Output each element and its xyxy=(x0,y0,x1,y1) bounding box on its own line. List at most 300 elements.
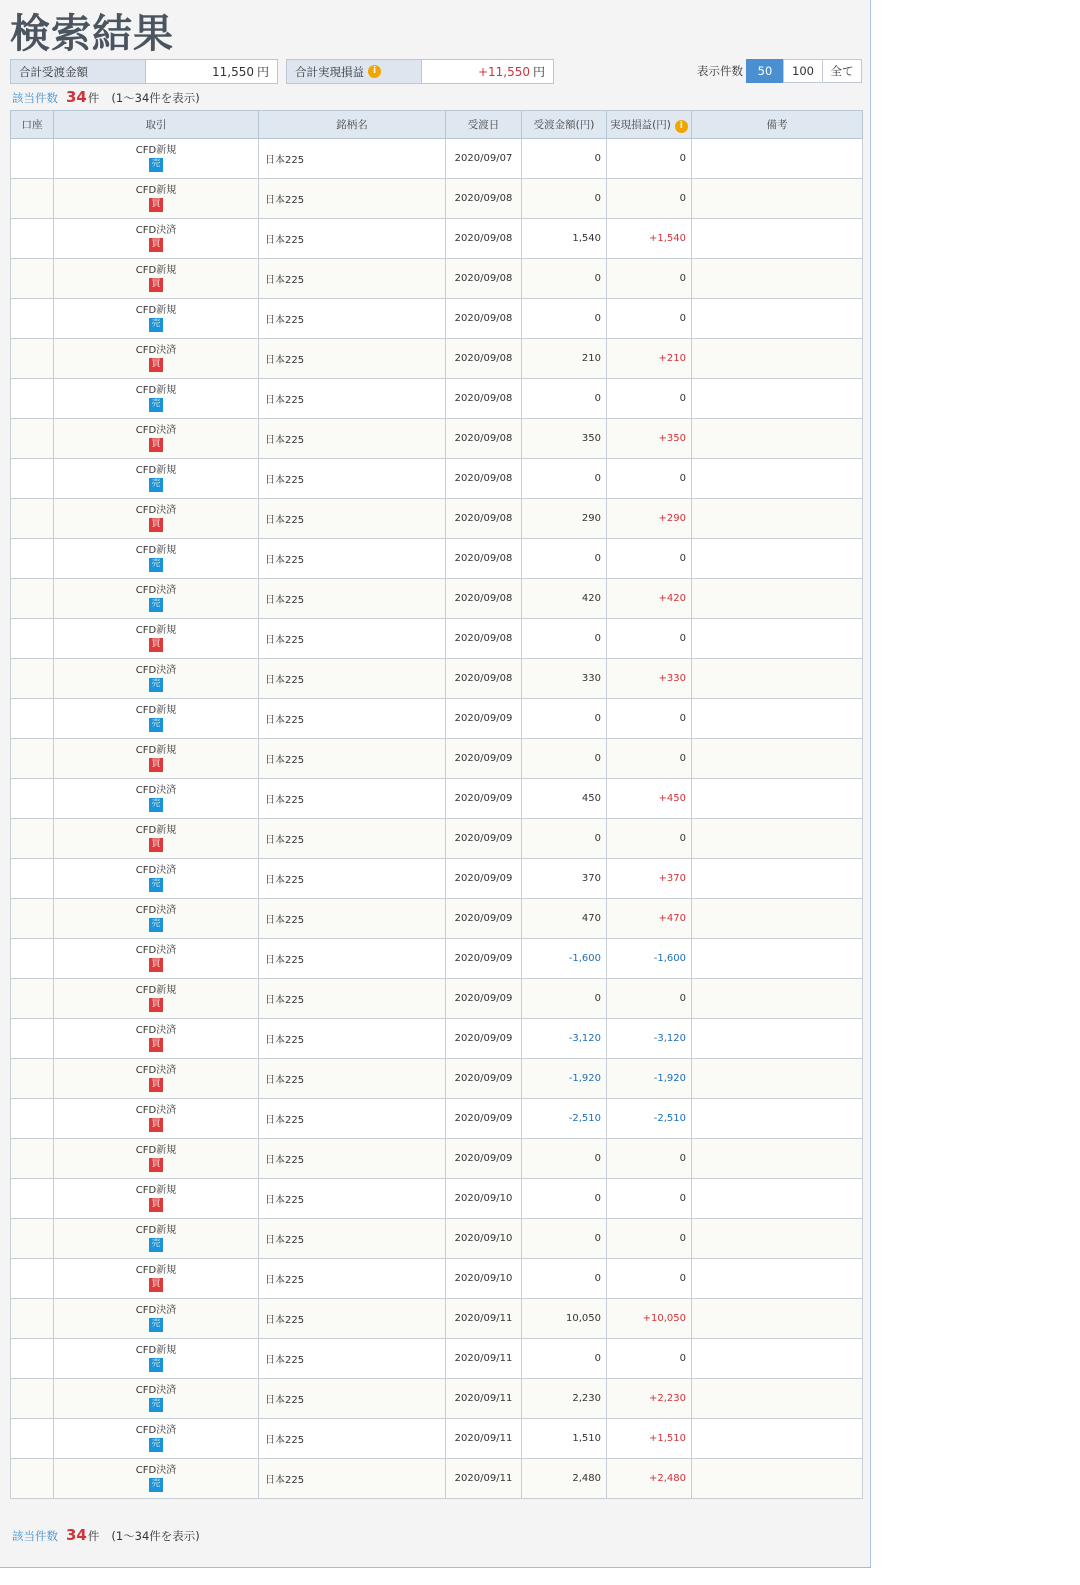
remarks-cell xyxy=(692,1099,863,1139)
info-icon[interactable]: i xyxy=(675,120,688,133)
table-row xyxy=(11,979,863,1019)
symbol-cell: 日本225 xyxy=(259,1459,446,1499)
side-badge: 買 xyxy=(149,958,163,972)
amount-cell: 0 xyxy=(522,1179,607,1219)
pnl-cell: -3,120 xyxy=(607,1019,692,1059)
table-row xyxy=(11,859,863,899)
account-cell xyxy=(11,179,54,219)
account-cell xyxy=(11,699,54,739)
table-row xyxy=(11,1339,863,1379)
account-cell xyxy=(11,459,54,499)
settlement-unit: 円 xyxy=(256,65,269,79)
date-cell: 2020/09/08 xyxy=(446,219,522,259)
amount-cell: -1,600 xyxy=(522,939,607,979)
remarks-cell xyxy=(692,939,863,979)
page-size-50-button[interactable]: 50 xyxy=(746,59,784,83)
date-cell: 2020/09/08 xyxy=(446,419,522,459)
side-badge: 売 xyxy=(149,558,163,572)
side-badge: 買 xyxy=(149,1038,163,1052)
side-badge: 買 xyxy=(149,998,163,1012)
pnl-cell: 0 xyxy=(607,1339,692,1379)
symbol-cell: 日本225 xyxy=(259,179,446,219)
symbol-cell: 日本225 xyxy=(259,859,446,899)
account-cell xyxy=(11,619,54,659)
remarks-cell xyxy=(692,1259,863,1299)
side-badge: 売 xyxy=(149,1358,163,1372)
account-cell xyxy=(11,899,54,939)
account-cell xyxy=(11,1339,54,1379)
settlement-label: 合計受渡金額 xyxy=(11,60,145,83)
side-badge: 買 xyxy=(149,1118,163,1132)
amount-cell: 470 xyxy=(522,899,607,939)
page-size-100-button[interactable]: 100 xyxy=(783,59,823,83)
pnl-cell: +2,230 xyxy=(607,1379,692,1419)
table-row xyxy=(11,739,863,779)
date-cell: 2020/09/11 xyxy=(446,1299,522,1339)
symbol-cell: 日本225 xyxy=(259,259,446,299)
amount-cell: 2,230 xyxy=(522,1379,607,1419)
amount-cell: 0 xyxy=(522,259,607,299)
amount-cell: 0 xyxy=(522,539,607,579)
symbol-cell: 日本225 xyxy=(259,1299,446,1339)
trade-type: CFD決済 xyxy=(135,344,177,356)
trade-cell xyxy=(54,219,259,259)
account-cell xyxy=(11,419,54,459)
table-row xyxy=(11,699,863,739)
trade-cell xyxy=(54,539,259,579)
trade-type: CFD決済 xyxy=(135,584,177,596)
bottom-divider xyxy=(0,1567,871,1568)
table-row xyxy=(11,379,863,419)
pnl-cell: +370 xyxy=(607,859,692,899)
pnl-cell: +290 xyxy=(607,499,692,539)
table-row xyxy=(11,339,863,379)
side-badge: 売 xyxy=(149,1318,163,1332)
date-cell: 2020/09/07 xyxy=(446,139,522,179)
table-row xyxy=(11,1419,863,1459)
pnl-cell: +210 xyxy=(607,339,692,379)
date-cell: 2020/09/08 xyxy=(446,579,522,619)
amount-cell: -2,510 xyxy=(522,1099,607,1139)
trade-type: CFD新規 xyxy=(135,744,177,756)
account-cell xyxy=(11,1259,54,1299)
trade-cell xyxy=(54,1459,259,1499)
date-cell: 2020/09/11 xyxy=(446,1379,522,1419)
remarks-cell xyxy=(692,1299,863,1339)
pnl-cell: 0 xyxy=(607,459,692,499)
date-cell: 2020/09/11 xyxy=(446,1459,522,1499)
account-cell xyxy=(11,379,54,419)
table-row xyxy=(11,1459,863,1499)
table-row xyxy=(11,259,863,299)
date-cell: 2020/09/09 xyxy=(446,859,522,899)
account-cell xyxy=(11,1419,54,1459)
symbol-cell: 日本225 xyxy=(259,739,446,779)
table-row xyxy=(11,779,863,819)
trade-type: CFD新規 xyxy=(135,464,177,476)
pnl-value: +11,550 xyxy=(477,64,530,79)
page-title: 検索結果 xyxy=(10,11,174,57)
date-cell: 2020/09/09 xyxy=(446,899,522,939)
account-cell xyxy=(11,779,54,819)
remarks-cell xyxy=(692,179,863,219)
info-icon[interactable]: i xyxy=(368,65,381,78)
pnl-cell: 0 xyxy=(607,179,692,219)
result-count-label: 該当件数 xyxy=(12,1529,58,1543)
remarks-cell xyxy=(692,619,863,659)
trade-type: CFD決済 xyxy=(135,1424,177,1436)
table-row xyxy=(11,1059,863,1099)
symbol-cell: 日本225 xyxy=(259,1259,446,1299)
symbol-cell: 日本225 xyxy=(259,419,446,459)
remarks-cell xyxy=(692,219,863,259)
side-badge: 売 xyxy=(149,478,163,492)
remarks-cell xyxy=(692,1339,863,1379)
table-row xyxy=(11,1019,863,1059)
trade-type: CFD新規 xyxy=(135,1184,177,1196)
table-row xyxy=(11,939,863,979)
side-badge: 買 xyxy=(149,838,163,852)
date-cell: 2020/09/10 xyxy=(446,1219,522,1259)
amount-cell: 10,050 xyxy=(522,1299,607,1339)
trade-type: CFD新規 xyxy=(135,984,177,996)
col-header-pnl-label: 実現損益(円) xyxy=(610,118,671,131)
amount-cell: 0 xyxy=(522,699,607,739)
side-badge: 買 xyxy=(149,1078,163,1092)
remarks-cell xyxy=(692,499,863,539)
date-cell: 2020/09/11 xyxy=(446,1339,522,1379)
symbol-cell: 日本225 xyxy=(259,1099,446,1139)
trade-cell xyxy=(54,939,259,979)
table-row xyxy=(11,419,863,459)
col-header-account: 口座 xyxy=(11,111,54,139)
amount-cell: 0 xyxy=(522,1219,607,1259)
amount-cell: 450 xyxy=(522,779,607,819)
trade-type: CFD新規 xyxy=(135,544,177,556)
remarks-cell xyxy=(692,1219,863,1259)
amount-cell: -1,920 xyxy=(522,1059,607,1099)
trade-cell xyxy=(54,619,259,659)
symbol-cell: 日本225 xyxy=(259,1019,446,1059)
account-cell xyxy=(11,499,54,539)
amount-cell: 2,480 xyxy=(522,1459,607,1499)
account-cell xyxy=(11,819,54,859)
remarks-cell xyxy=(692,1139,863,1179)
pnl-cell: 0 xyxy=(607,739,692,779)
pnl-cell: 0 xyxy=(607,979,692,1019)
account-cell xyxy=(11,1139,54,1179)
pnl-label-box xyxy=(287,60,421,83)
symbol-cell: 日本225 xyxy=(259,1419,446,1459)
side-badge: 売 xyxy=(149,318,163,332)
trade-cell xyxy=(54,1299,259,1339)
remarks-cell xyxy=(692,699,863,739)
side-badge: 売 xyxy=(149,798,163,812)
account-cell xyxy=(11,539,54,579)
pnl-cell: 0 xyxy=(607,259,692,299)
symbol-cell: 日本225 xyxy=(259,779,446,819)
table-row xyxy=(11,1379,863,1419)
trade-cell xyxy=(54,979,259,1019)
trade-type: CFD決済 xyxy=(135,1024,177,1036)
pnl-cell: +1,510 xyxy=(607,1419,692,1459)
pnl-cell: -1,920 xyxy=(607,1059,692,1099)
side-badge: 売 xyxy=(149,918,163,932)
amount-cell: 330 xyxy=(522,659,607,699)
trade-cell xyxy=(54,1139,259,1179)
amount-cell: 420 xyxy=(522,579,607,619)
side-badge: 買 xyxy=(149,278,163,292)
date-cell: 2020/09/08 xyxy=(446,339,522,379)
result-count-unit: 件 xyxy=(87,1529,100,1543)
trade-type: CFD決済 xyxy=(135,1064,177,1076)
pnl-cell: 0 xyxy=(607,379,692,419)
remarks-cell xyxy=(692,539,863,579)
trade-type: CFD新規 xyxy=(135,304,177,316)
pnl-value-box xyxy=(421,60,553,83)
amount-cell: 0 xyxy=(522,299,607,339)
table-row xyxy=(11,1099,863,1139)
trade-cell xyxy=(54,1379,259,1419)
remarks-cell xyxy=(692,1019,863,1059)
col-header-amount: 受渡金額(円) xyxy=(522,111,607,139)
table-header-row xyxy=(11,111,863,139)
account-cell xyxy=(11,1019,54,1059)
remarks-cell xyxy=(692,1059,863,1099)
trade-cell xyxy=(54,899,259,939)
trade-cell xyxy=(54,419,259,459)
col-header-trade: 取引 xyxy=(54,111,259,139)
table-row xyxy=(11,499,863,539)
amount-cell: 0 xyxy=(522,979,607,1019)
table-row xyxy=(11,219,863,259)
symbol-cell: 日本225 xyxy=(259,619,446,659)
account-cell xyxy=(11,1099,54,1139)
amount-cell: 350 xyxy=(522,419,607,459)
table-row xyxy=(11,299,863,339)
amount-cell: 1,510 xyxy=(522,1419,607,1459)
remarks-cell xyxy=(692,259,863,299)
side-badge: 買 xyxy=(149,1198,163,1212)
results-table xyxy=(10,110,863,1499)
trade-cell xyxy=(54,1259,259,1299)
trade-type: CFD決済 xyxy=(135,224,177,236)
trade-cell xyxy=(54,1179,259,1219)
side-badge: 売 xyxy=(149,1398,163,1412)
pnl-cell: 0 xyxy=(607,619,692,659)
col-header-pnl xyxy=(607,111,692,139)
pnl-cell: 0 xyxy=(607,1259,692,1299)
trade-type: CFD新規 xyxy=(135,1224,177,1236)
amount-cell: 210 xyxy=(522,339,607,379)
amount-cell: 0 xyxy=(522,459,607,499)
result-count-bottom xyxy=(12,1526,200,1544)
amount-cell: 0 xyxy=(522,739,607,779)
table-row xyxy=(11,1299,863,1339)
account-cell xyxy=(11,219,54,259)
side-badge: 買 xyxy=(149,438,163,452)
trade-cell xyxy=(54,859,259,899)
result-count-top xyxy=(12,88,200,106)
amount-cell: 290 xyxy=(522,499,607,539)
symbol-cell: 日本225 xyxy=(259,459,446,499)
side-badge: 買 xyxy=(149,358,163,372)
trade-cell xyxy=(54,1219,259,1259)
symbol-cell: 日本225 xyxy=(259,379,446,419)
remarks-cell xyxy=(692,1379,863,1419)
table-row xyxy=(11,659,863,699)
remarks-cell xyxy=(692,1459,863,1499)
trade-cell xyxy=(54,499,259,539)
account-cell xyxy=(11,1459,54,1499)
account-cell xyxy=(11,1299,54,1339)
symbol-cell: 日本225 xyxy=(259,539,446,579)
trade-type: CFD決済 xyxy=(135,424,177,436)
trade-type: CFD決済 xyxy=(135,504,177,516)
amount-cell: 0 xyxy=(522,179,607,219)
side-badge: 売 xyxy=(149,678,163,692)
trade-type: CFD新規 xyxy=(135,824,177,836)
col-header-symbol: 銘柄名 xyxy=(259,111,446,139)
pnl-cell: +330 xyxy=(607,659,692,699)
page-size-label: 表示件数 xyxy=(697,64,743,78)
side-badge: 買 xyxy=(149,758,163,772)
table-row xyxy=(11,899,863,939)
pnl-cell: 0 xyxy=(607,139,692,179)
pnl-cell: 0 xyxy=(607,1179,692,1219)
trade-cell xyxy=(54,379,259,419)
trade-type: CFD新規 xyxy=(135,144,177,156)
symbol-cell: 日本225 xyxy=(259,819,446,859)
table-row xyxy=(11,139,863,179)
amount-cell: 0 xyxy=(522,1259,607,1299)
col-header-date: 受渡日 xyxy=(446,111,522,139)
account-cell xyxy=(11,299,54,339)
trade-type: CFD決済 xyxy=(135,864,177,876)
pnl-cell: -1,600 xyxy=(607,939,692,979)
table-row xyxy=(11,1179,863,1219)
symbol-cell: 日本225 xyxy=(259,939,446,979)
trade-type: CFD新規 xyxy=(135,264,177,276)
remarks-cell xyxy=(692,379,863,419)
date-cell: 2020/09/09 xyxy=(446,979,522,1019)
table-row xyxy=(11,1219,863,1259)
symbol-cell: 日本225 xyxy=(259,1379,446,1419)
account-cell xyxy=(11,579,54,619)
date-cell: 2020/09/11 xyxy=(446,1419,522,1459)
col-header-remarks: 備考 xyxy=(692,111,863,139)
side-badge: 買 xyxy=(149,198,163,212)
pnl-cell: +10,050 xyxy=(607,1299,692,1339)
date-cell: 2020/09/08 xyxy=(446,539,522,579)
remarks-cell xyxy=(692,1419,863,1459)
side-badge: 買 xyxy=(149,518,163,532)
date-cell: 2020/09/09 xyxy=(446,1019,522,1059)
amount-cell: 0 xyxy=(522,139,607,179)
symbol-cell: 日本225 xyxy=(259,499,446,539)
remarks-cell xyxy=(692,139,863,179)
settlement-value: 11,550 xyxy=(211,64,254,79)
side-badge: 買 xyxy=(149,238,163,252)
amount-cell: 0 xyxy=(522,379,607,419)
remarks-cell xyxy=(692,739,863,779)
trade-cell xyxy=(54,339,259,379)
remarks-cell xyxy=(692,899,863,939)
trade-cell xyxy=(54,459,259,499)
table-row xyxy=(11,819,863,859)
pnl-cell: 0 xyxy=(607,699,692,739)
pnl-cell: +450 xyxy=(607,779,692,819)
pnl-cell: 0 xyxy=(607,299,692,339)
symbol-cell: 日本225 xyxy=(259,1139,446,1179)
remarks-cell xyxy=(692,459,863,499)
result-count-range: (1～34件を表示) xyxy=(111,91,200,105)
symbol-cell: 日本225 xyxy=(259,979,446,1019)
trade-type: CFD決済 xyxy=(135,784,177,796)
amount-cell: 0 xyxy=(522,619,607,659)
date-cell: 2020/09/09 xyxy=(446,1059,522,1099)
account-cell xyxy=(11,979,54,1019)
amount-cell: 1,540 xyxy=(522,219,607,259)
trade-cell xyxy=(54,139,259,179)
trade-cell xyxy=(54,579,259,619)
trade-cell xyxy=(54,259,259,299)
settlement-summary xyxy=(10,59,278,84)
amount-cell: 0 xyxy=(522,819,607,859)
side-badge: 売 xyxy=(149,598,163,612)
date-cell: 2020/09/08 xyxy=(446,459,522,499)
symbol-cell: 日本225 xyxy=(259,579,446,619)
pnl-cell: 0 xyxy=(607,1139,692,1179)
result-count-number: 34 xyxy=(66,88,87,106)
symbol-cell: 日本225 xyxy=(259,1059,446,1099)
date-cell: 2020/09/09 xyxy=(446,939,522,979)
table-row xyxy=(11,179,863,219)
trade-type: CFD新規 xyxy=(135,624,177,636)
date-cell: 2020/09/09 xyxy=(446,819,522,859)
pnl-summary xyxy=(286,59,554,84)
side-badge: 売 xyxy=(149,1438,163,1452)
account-cell xyxy=(11,1379,54,1419)
trade-cell xyxy=(54,1419,259,1459)
trade-cell xyxy=(54,779,259,819)
date-cell: 2020/09/09 xyxy=(446,779,522,819)
remarks-cell xyxy=(692,859,863,899)
remarks-cell xyxy=(692,419,863,459)
symbol-cell: 日本225 xyxy=(259,339,446,379)
pnl-cell: 0 xyxy=(607,1219,692,1259)
side-badge: 売 xyxy=(149,158,163,172)
amount-cell: 0 xyxy=(522,1139,607,1179)
date-cell: 2020/09/08 xyxy=(446,299,522,339)
trade-type: CFD新規 xyxy=(135,704,177,716)
account-cell xyxy=(11,139,54,179)
settlement-value-box xyxy=(145,60,277,83)
date-cell: 2020/09/09 xyxy=(446,739,522,779)
page-size-all-button[interactable]: 全て xyxy=(822,59,862,83)
symbol-cell: 日本225 xyxy=(259,659,446,699)
remarks-cell xyxy=(692,659,863,699)
pnl-cell: +2,480 xyxy=(607,1459,692,1499)
symbol-cell: 日本225 xyxy=(259,1219,446,1259)
trade-cell xyxy=(54,659,259,699)
side-badge: 売 xyxy=(149,1238,163,1252)
remarks-cell xyxy=(692,339,863,379)
side-badge: 買 xyxy=(149,638,163,652)
pnl-cell: +350 xyxy=(607,419,692,459)
account-cell xyxy=(11,659,54,699)
trade-cell xyxy=(54,739,259,779)
